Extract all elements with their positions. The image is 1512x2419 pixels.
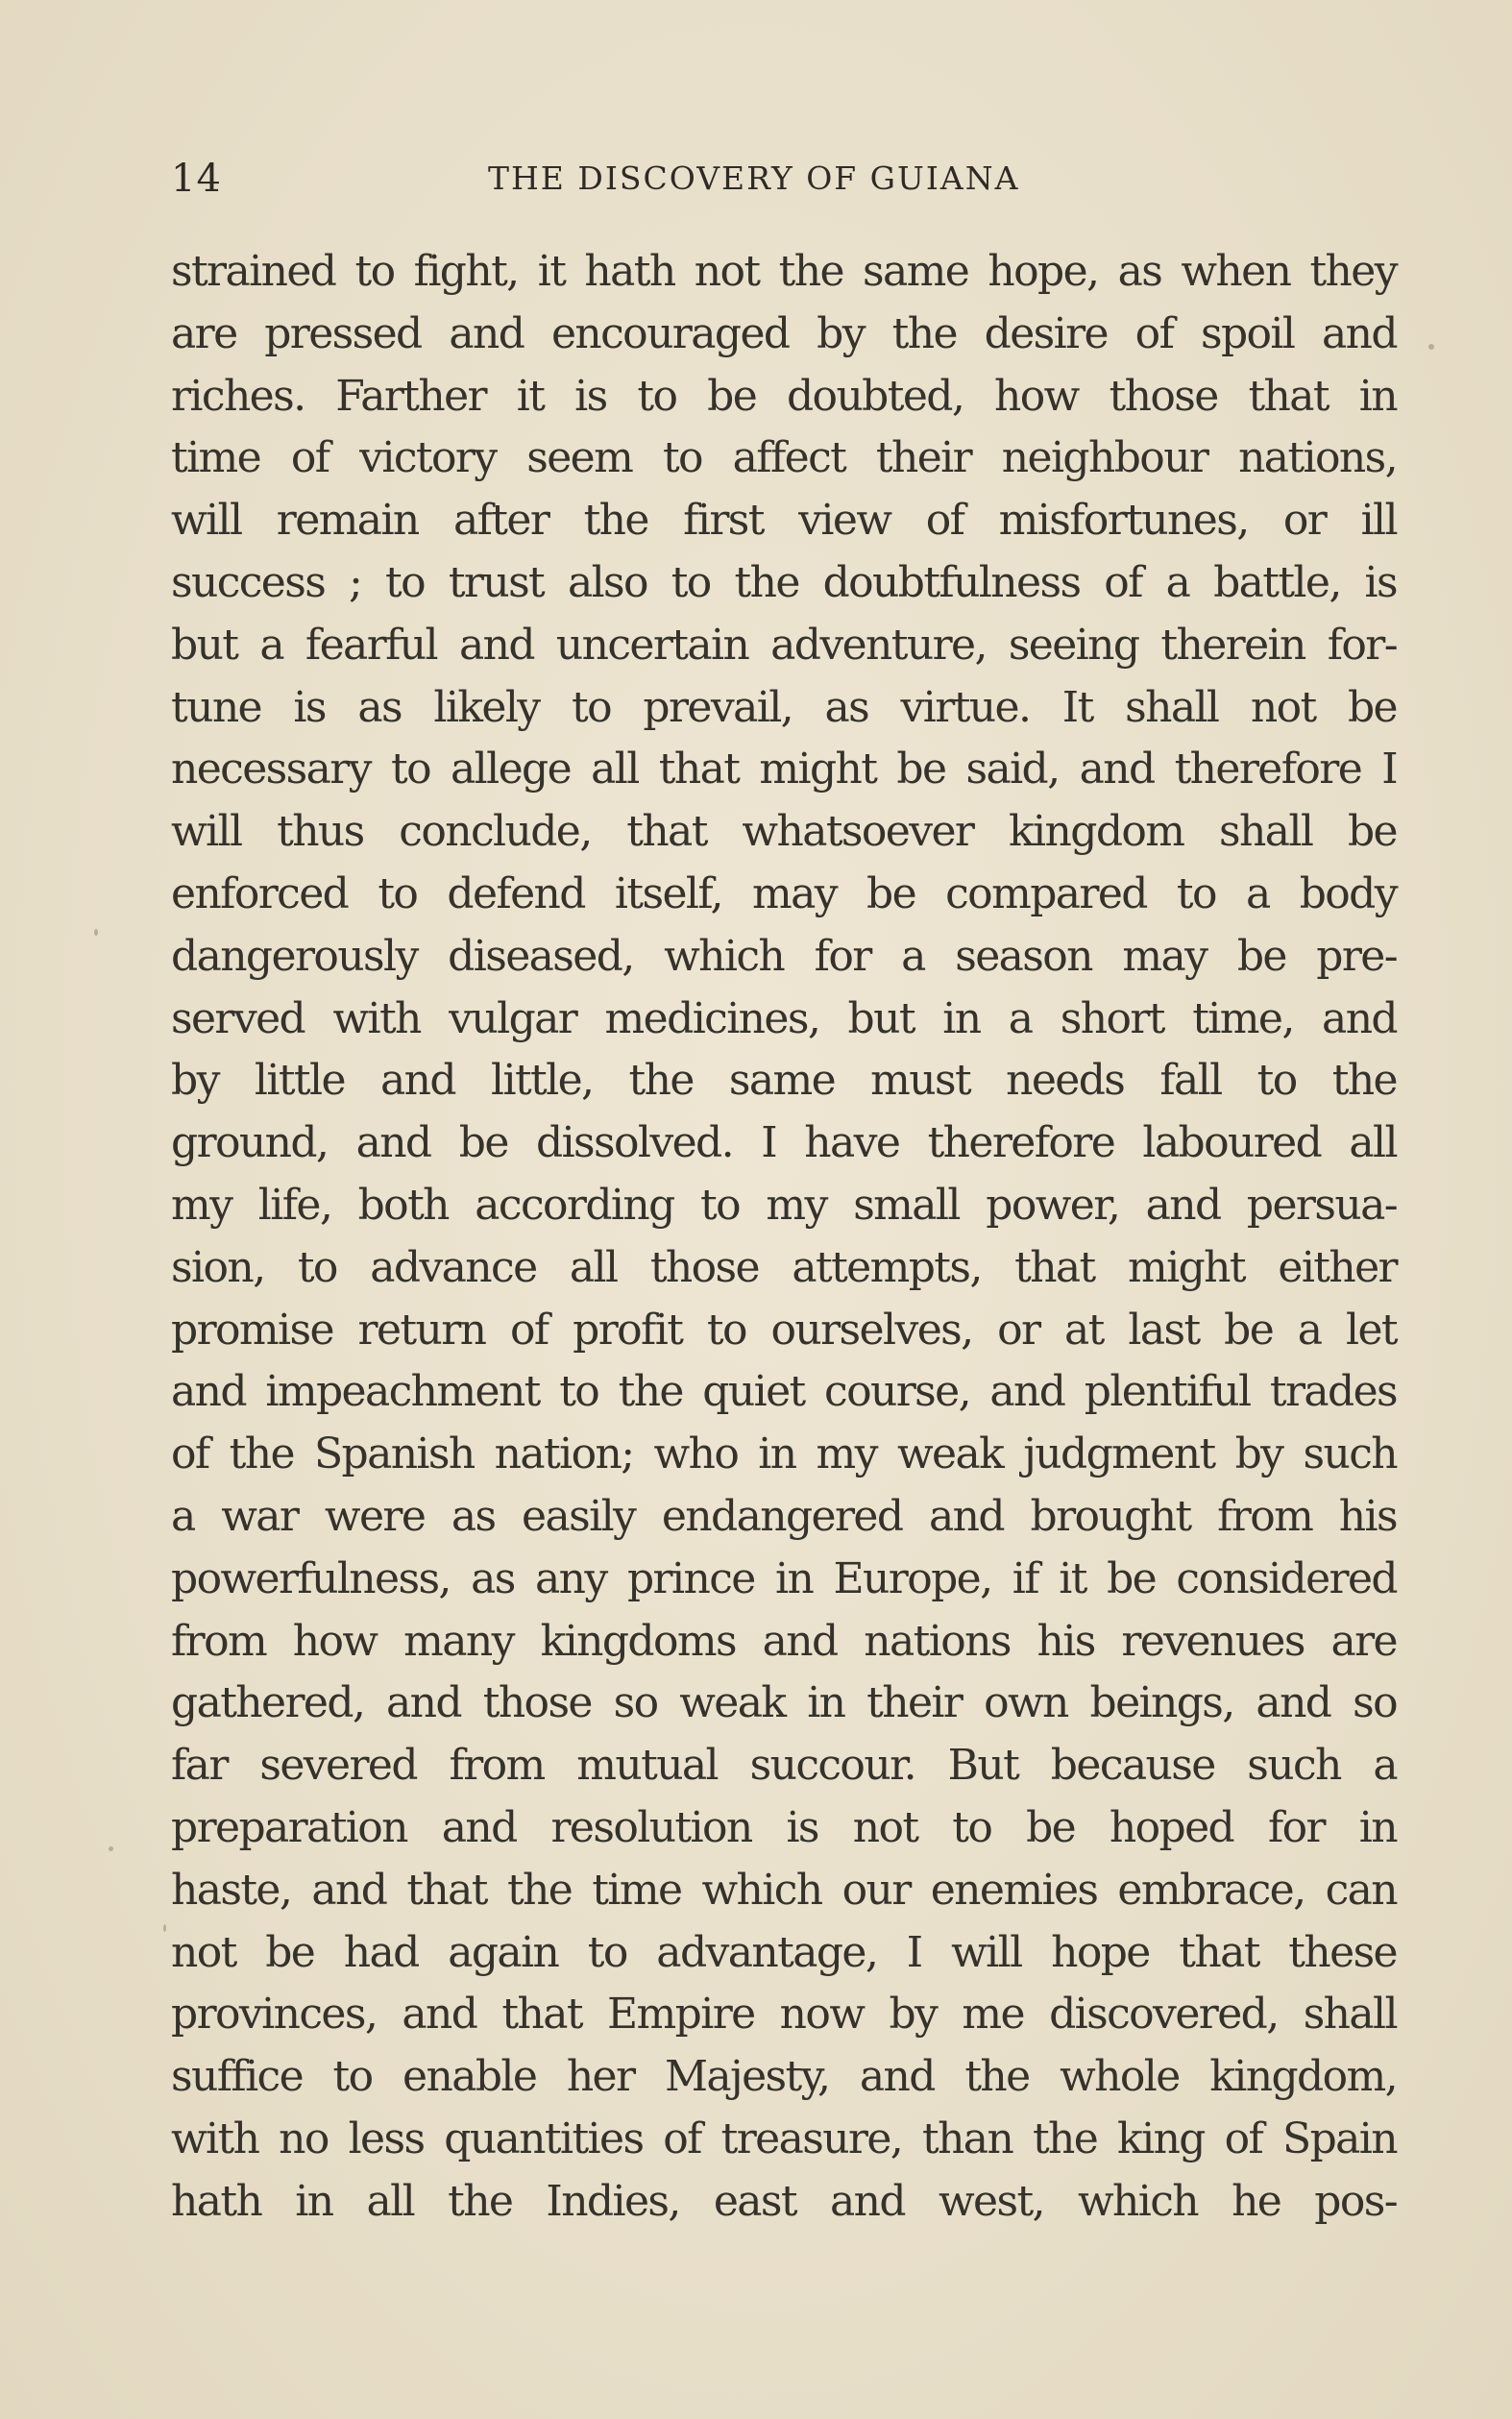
text-line: necessary to allege all that might be said, and therefore I	[171, 745, 1397, 794]
text-line: suffice to enable her Majesty, and the whole kingdom,	[171, 2052, 1397, 2102]
text-line: will remain after the first view of misfortunes, or ill	[171, 496, 1397, 546]
text-line: gathered, and those so weak in their own beings, and so	[171, 1678, 1397, 1728]
text-line: tune is as likely to prevail, as virtue. It shall not be	[171, 682, 1397, 732]
text-line: but a fearful and uncertain adventure, seeing therein for-	[171, 620, 1397, 670]
body-text	[171, 241, 1397, 2234]
text-line: provinces, and that Empire now by me discovered, shall	[171, 1990, 1397, 2040]
text-line: a war were as easily endangered and brought from his	[171, 1491, 1397, 1541]
page-number: 14	[171, 157, 222, 201]
text-line: of the Spanish nation; who in my weak judgment by such	[171, 1429, 1397, 1479]
text-line: sion, to advance all those attempts, that might either	[171, 1242, 1397, 1292]
paper-speck	[109, 1846, 113, 1851]
text-line: haste, and that the time which our enemies embrace, can	[171, 1865, 1397, 1915]
text-line: promise return of profit to ourselves, or at last be a let	[171, 1305, 1397, 1355]
text-line: will thus conclude, that whatsoever kingdom shall be	[171, 807, 1397, 857]
text-line: enforced to defend itself, may be compared to a body	[171, 868, 1397, 918]
paper-speck	[163, 1924, 166, 1932]
text-line: preparation and resolution is not to be hoped for in	[171, 1802, 1397, 1852]
text-line: strained to fight, it hath not the same hope, as when they	[171, 247, 1397, 296]
text-line: with no less quantities of treasure, than the king of Spain	[171, 2114, 1397, 2163]
text-line: by little and little, the same must needs fall to the	[171, 1056, 1397, 1106]
running-title: THE DISCOVERY OF GUIANA	[488, 159, 1020, 197]
text-line: success ; to trust also to the doubtfulness of a battle, is	[171, 557, 1397, 607]
text-line: from how many kingdoms and nations his revenues are	[171, 1616, 1397, 1666]
text-line: hath in all the Indies, east and west, which he pos-	[171, 2176, 1397, 2226]
text-line: not be had again to advantage, I will hope that these	[171, 1927, 1397, 1977]
text-line: are pressed and encouraged by the desire of spoil and	[171, 308, 1397, 358]
text-line: far severed from mutual succour. But because such a	[171, 1741, 1397, 1791]
running-head	[171, 150, 1397, 208]
text-line: powerfulness, as any prince in Europe, if it be considered	[171, 1553, 1397, 1603]
text-line: served with vulgar medicines, but in a short time, and	[171, 993, 1397, 1043]
text-line: riches. Farther it is to be doubted, how those that in	[171, 371, 1397, 421]
text-line: and impeachment to the quiet course, and plentiful trades	[171, 1367, 1397, 1417]
text-line: dangerously diseased, which for a season may be pre-	[171, 931, 1397, 981]
paper-speck	[94, 929, 98, 936]
text-line: ground, and be dissolved. I have therefore laboured all	[171, 1118, 1397, 1168]
paper-speck	[1428, 344, 1434, 350]
text-line: my life, both according to my small power, and persua-	[171, 1180, 1397, 1230]
text-line: time of victory seem to affect their neighbour nations,	[171, 433, 1397, 483]
